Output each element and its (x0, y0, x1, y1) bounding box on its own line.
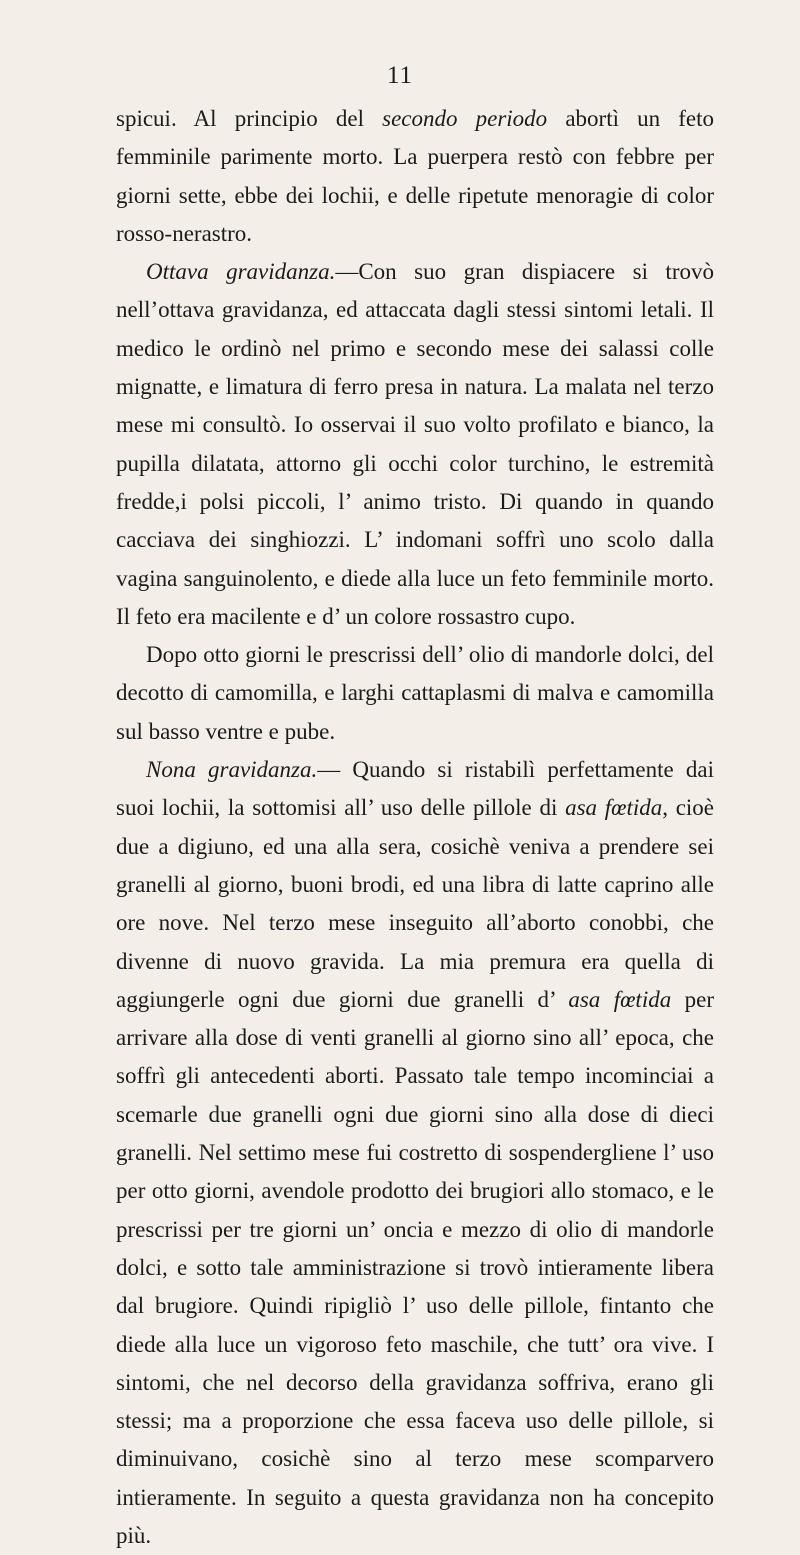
body-text (116, 100, 714, 1555)
italic-segment: asa fœtida (565, 795, 663, 821)
text-segment: Dopo otto giorni le prescrissi dell’ olio di mandorle dolci, del decotto di camomilla, e larghi cattaplasmi di malva e camomilla sul basso ventre e pube. (116, 642, 714, 744)
text-segment: abortì un feto femminile parimente morto. La puerpera restò con febbre per giorni sette, ebbe dei lochii, e delle ripetute menoragie di color rosso-nerastro. (116, 106, 715, 246)
page-number: 11 (386, 62, 414, 89)
paragraph-p3 (116, 636, 714, 751)
text-segment: per arrivare alla dose di venti granelli al giorno sino all’ epoca, che soffrì gli antecedenti aborti. Passato tale tempo incominciai a scemarle due granelli ogni due giorni sino alla dose di dieci granelli. Nel settimo mese fui costretto di sospendergliene l’ uso per otto giorni, avendole prodotto dei brugiori allo stomaco, e le prescrissi per tre giorni un’ oncia e mezzo di olio di mandorle dolci, e sotto tale amministrazione si trovò intieramente libera dal brugiore. Quindi ripigliò l’ uso delle pillole, fintanto che diede alla luce un vigoroso feto maschile, che tutt’ ora vive. I sintomi, che nel decorso della gravidanza soffriva, erano gli stessi; ma a proporzione che essa faceva uso delle pillole, si diminuivano, cosichè sino al terzo mese scomparvero intieramente. In seguito a questa gravidanza non ha concepito più. (116, 986, 714, 1548)
paragraph-p4 (116, 751, 714, 1555)
paragraph-p2 (116, 253, 714, 636)
italic-segment: Nona gravidanza. (146, 757, 318, 783)
italic-segment: asa fœtida (568, 986, 672, 1012)
text-segment: —Con suo gran dispiacere si trovò nell’ottava gravidanza, ed attaccata dagli stessi sintomi letali. Il medico le ordinò nel primo e secondo mese dei salassi colle mignatte, e limatura di ferro presa in natura. La malata nel terzo mese mi consultò. Io osservai il suo volto profilato e bianco, la pupilla dilatata, attorno gli occhi color turchino, le estremità fredde,i polsi piccoli, l’ animo tristo. Di quando in quando cacciava dei singhiozzi. L’ indomani soffrì uno scolo dalla vagina sanguinolento, e diede alla luce un feto femminile morto. Il feto era macilente e d’ un colore rossastro cupo. (116, 259, 714, 629)
text-segment: , cioè due a digiuno, ed una alla sera, cosichè veniva a prendere sei granelli al giorno, buoni brodi, ed una libra di latte caprino alle ore nove. Nel terzo mese inseguito all’aborto conobbi, che divenne di nuovo gravida. La mia premura era quella di aggiungerle ogni due giorni due granelli d’ (116, 795, 715, 1012)
italic-segment: Ottava gravidanza. (146, 259, 336, 285)
italic-segment: secondo periodo (382, 106, 548, 131)
text-segment: spicui. Al principio del (116, 106, 383, 131)
text-segment: — Quando si ristabilì perfettamente dai suoi lochii, la sottomisi all’ uso delle pillole di (116, 757, 714, 821)
paragraph-p1 (116, 100, 714, 253)
